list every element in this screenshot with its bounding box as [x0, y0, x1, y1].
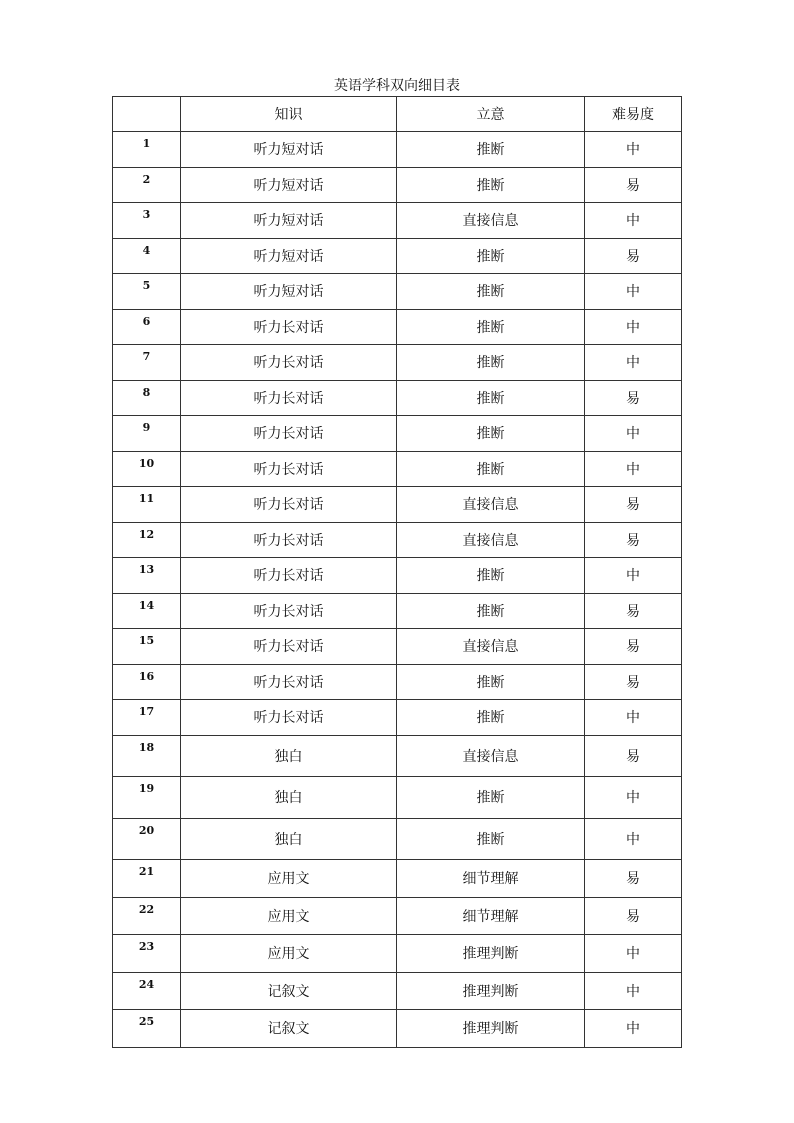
table-row: [113, 700, 682, 736]
row-number-cell: 2: [113, 167, 181, 203]
knowledge-cell: 听力长对话: [181, 309, 397, 345]
knowledge-cell: 听力长对话: [181, 345, 397, 381]
difficulty-cell: 中: [585, 132, 682, 168]
table-row: [113, 860, 682, 898]
intent-cell: 推断: [397, 593, 585, 629]
row-number-cell: 11: [113, 487, 181, 523]
header-cell-difficulty: 难易度: [585, 97, 682, 132]
header-row: [113, 97, 682, 132]
row-number-cell: 7: [113, 345, 181, 381]
row-number-cell: 12: [113, 522, 181, 558]
intent-cell: 推断: [397, 309, 585, 345]
knowledge-cell: 听力短对话: [181, 274, 397, 310]
difficulty-cell: 易: [585, 593, 682, 629]
row-number-cell: 6: [113, 309, 181, 345]
intent-cell: 推断: [397, 818, 585, 860]
knowledge-cell: 听力长对话: [181, 664, 397, 700]
knowledge-cell: 听力短对话: [181, 167, 397, 203]
intent-cell: 推断: [397, 167, 585, 203]
intent-cell: 推断: [397, 132, 585, 168]
difficulty-cell: 易: [585, 238, 682, 274]
row-number-cell: 14: [113, 593, 181, 629]
knowledge-cell: 听力短对话: [181, 238, 397, 274]
intent-cell: 推断: [397, 451, 585, 487]
table-row: [113, 203, 682, 239]
row-number-cell: 9: [113, 416, 181, 452]
difficulty-cell: 易: [585, 897, 682, 935]
intent-cell: 直接信息: [397, 203, 585, 239]
difficulty-cell: 中: [585, 558, 682, 594]
intent-cell: 直接信息: [397, 487, 585, 523]
row-number-cell: 24: [113, 972, 181, 1010]
header-cell-number: [113, 97, 181, 132]
difficulty-cell: 易: [585, 664, 682, 700]
table-row: [113, 451, 682, 487]
difficulty-cell: 中: [585, 274, 682, 310]
knowledge-cell: 听力长对话: [181, 558, 397, 594]
table-row: [113, 522, 682, 558]
intent-cell: 细节理解: [397, 897, 585, 935]
document-title: 英语学科双向细目表: [334, 78, 460, 94]
intent-cell: 推理判断: [397, 1010, 585, 1048]
difficulty-cell: 易: [585, 735, 682, 777]
knowledge-cell: 听力长对话: [181, 700, 397, 736]
intent-cell: 推理判断: [397, 972, 585, 1010]
table-row: [113, 380, 682, 416]
row-number-cell: 4: [113, 238, 181, 274]
difficulty-cell: 中: [585, 818, 682, 860]
row-number-cell: 23: [113, 935, 181, 973]
difficulty-cell: 易: [585, 380, 682, 416]
table-row: [113, 345, 682, 381]
knowledge-cell: 听力长对话: [181, 522, 397, 558]
table-row: [113, 416, 682, 452]
intent-cell: 推断: [397, 558, 585, 594]
row-number-cell: 15: [113, 629, 181, 665]
table-row: [113, 132, 682, 168]
table-row: [113, 309, 682, 345]
intent-cell: 推断: [397, 274, 585, 310]
intent-cell: 直接信息: [397, 522, 585, 558]
row-number-cell: 10: [113, 451, 181, 487]
row-number-cell: 5: [113, 274, 181, 310]
intent-cell: 直接信息: [397, 735, 585, 777]
intent-cell: 细节理解: [397, 860, 585, 898]
table-row: [113, 487, 682, 523]
knowledge-cell: 应用文: [181, 897, 397, 935]
difficulty-cell: 易: [585, 629, 682, 665]
difficulty-cell: 中: [585, 972, 682, 1010]
knowledge-cell: 听力长对话: [181, 451, 397, 487]
knowledge-cell: 应用文: [181, 935, 397, 973]
difficulty-cell: 易: [585, 167, 682, 203]
difficulty-cell: 中: [585, 700, 682, 736]
knowledge-cell: 记叙文: [181, 972, 397, 1010]
table-row: [113, 167, 682, 203]
difficulty-cell: 中: [585, 1010, 682, 1048]
difficulty-cell: 易: [585, 522, 682, 558]
row-number-cell: 8: [113, 380, 181, 416]
row-number-cell: 20: [113, 818, 181, 860]
table-row: [113, 558, 682, 594]
table-row: [113, 818, 682, 860]
table-row: [113, 664, 682, 700]
knowledge-cell: 听力长对话: [181, 416, 397, 452]
header-cell-intent: 立意: [397, 97, 585, 132]
row-number-cell: 16: [113, 664, 181, 700]
row-number-cell: 21: [113, 860, 181, 898]
knowledge-cell: 听力短对话: [181, 203, 397, 239]
knowledge-cell: 独白: [181, 735, 397, 777]
row-number-cell: 18: [113, 735, 181, 777]
knowledge-cell: 独白: [181, 818, 397, 860]
knowledge-cell: 听力长对话: [181, 593, 397, 629]
intent-cell: 推断: [397, 238, 585, 274]
row-number-cell: 17: [113, 700, 181, 736]
table-row: [113, 972, 682, 1010]
intent-cell: 推断: [397, 700, 585, 736]
table-row: [113, 629, 682, 665]
difficulty-cell: 中: [585, 777, 682, 819]
table-row: [113, 897, 682, 935]
table-row: [113, 735, 682, 777]
knowledge-cell: 听力长对话: [181, 487, 397, 523]
knowledge-cell: 独白: [181, 777, 397, 819]
table-body: [113, 132, 682, 1048]
intent-cell: 推理判断: [397, 935, 585, 973]
table-row: [113, 777, 682, 819]
row-number-cell: 19: [113, 777, 181, 819]
knowledge-cell: 听力短对话: [181, 132, 397, 168]
row-number-cell: 3: [113, 203, 181, 239]
knowledge-cell: 听力长对话: [181, 629, 397, 665]
specification-table: [112, 96, 682, 1048]
table-row: [113, 935, 682, 973]
difficulty-cell: 中: [585, 345, 682, 381]
difficulty-cell: 中: [585, 451, 682, 487]
knowledge-cell: 应用文: [181, 860, 397, 898]
row-number-cell: 25: [113, 1010, 181, 1048]
intent-cell: 推断: [397, 345, 585, 381]
intent-cell: 推断: [397, 380, 585, 416]
difficulty-cell: 易: [585, 487, 682, 523]
difficulty-cell: 中: [585, 203, 682, 239]
difficulty-cell: 中: [585, 309, 682, 345]
table-row: [113, 1010, 682, 1048]
row-number-cell: 22: [113, 897, 181, 935]
knowledge-cell: 听力长对话: [181, 380, 397, 416]
intent-cell: 推断: [397, 664, 585, 700]
table-row: [113, 593, 682, 629]
table-row: [113, 238, 682, 274]
intent-cell: 推断: [397, 777, 585, 819]
difficulty-cell: 易: [585, 860, 682, 898]
row-number-cell: 13: [113, 558, 181, 594]
row-number-cell: 1: [113, 132, 181, 168]
table-row: [113, 274, 682, 310]
intent-cell: 直接信息: [397, 629, 585, 665]
header-cell-knowledge: 知识: [181, 97, 397, 132]
difficulty-cell: 中: [585, 416, 682, 452]
difficulty-cell: 中: [585, 935, 682, 973]
intent-cell: 推断: [397, 416, 585, 452]
knowledge-cell: 记叙文: [181, 1010, 397, 1048]
